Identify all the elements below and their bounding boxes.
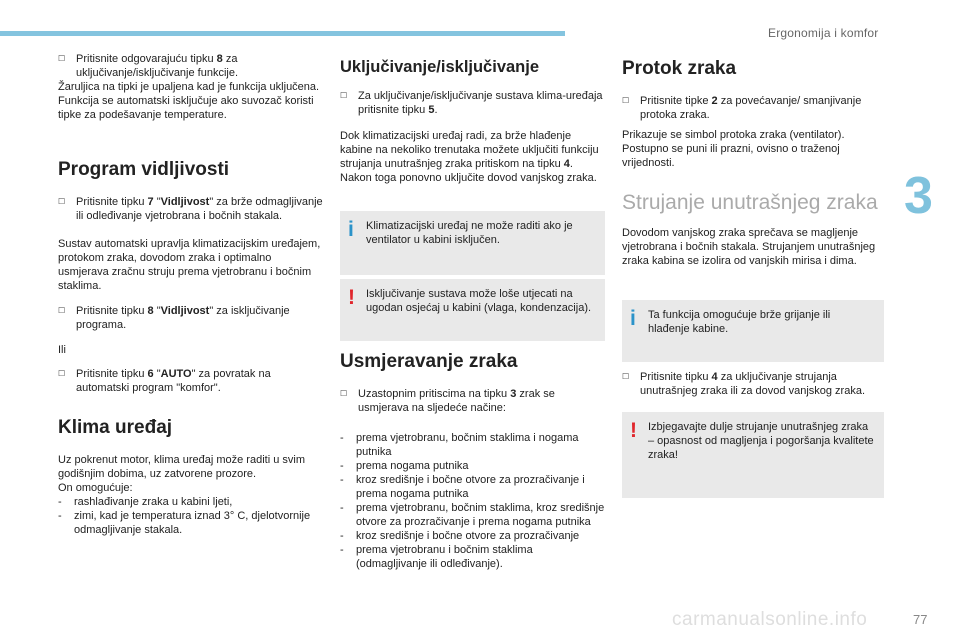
bullet-button-4: ☐ Pritisnite tipku 4 za uključivanje strujanja unutrašnjeg zraka ili za dovod vanjskog zraka. bbox=[622, 371, 866, 397]
bullet-button-5: ☐ Za uključivanje/isključivanje sustava klima-uređaja pritisnite tipku 5. bbox=[340, 90, 603, 116]
bullet-button-2: ☐ Pritisnite tipke 2 za povećavanje/ smanjivanje protoka zraka. bbox=[622, 95, 862, 121]
pointer-icon: ☐ bbox=[622, 372, 630, 381]
intro-text-1: Žaruljica na tipki je upaljena kad je funkcija uključena. bbox=[58, 81, 320, 93]
list-item: - prema nogama putnika bbox=[340, 460, 469, 472]
list-item: - rashlađivanje zraka u kabini ljeti, bbox=[58, 496, 233, 508]
info-box: i Ta funkcija omogućuje brže grijanje ili hlađenje kabine. bbox=[622, 300, 884, 362]
or-text: Ili bbox=[58, 344, 66, 356]
list-item: - zimi, kad je temperatura iznad 3° C, djelotvornije odmagljivanje stakala. bbox=[58, 510, 311, 536]
usmjeravanje-title: Usmjeravanje zraka bbox=[340, 351, 518, 372]
top-accent-bar bbox=[0, 31, 565, 36]
pointer-icon: ☐ bbox=[340, 389, 348, 398]
list-item: - kroz središnje i bočne otvore za prozračivanje i prema nogama putnika bbox=[340, 474, 585, 500]
page-number: 77 bbox=[913, 612, 928, 627]
klima-title: Klima uređaj bbox=[58, 417, 173, 438]
pointer-icon: ☐ bbox=[58, 197, 66, 206]
warning-box: ! Izbjegavajte dulje strujanje unutrašnjeg zraka – opasnost od magljenja i pogoršanja kvalitete zraka! bbox=[622, 412, 884, 498]
list-item: - prema vjetrobranu, bočnim staklima, kroz središnje otvore za prozračivanje i prema nogama putnika bbox=[340, 502, 605, 528]
pointer-icon: ☐ bbox=[622, 96, 630, 105]
protok-text: Prikazuje se simbol protoka zraka (ventilator). Postupno se puni ili prazni, ovisno o traženoj vrijednosti. bbox=[622, 129, 845, 169]
info-icon: i bbox=[630, 307, 636, 330]
klima-text-1: Uz pokrenut motor, klima uređaj može raditi u svim godišnjim dobima, uz zatvorene prozore. bbox=[58, 454, 305, 480]
pointer-icon: ☐ bbox=[340, 91, 348, 100]
column-1 bbox=[58, 52, 323, 537]
list-item: - prema vjetrobranu i bočnim staklima (odmagljivanje ili odleđivanje). bbox=[340, 544, 533, 570]
warning-icon: ! bbox=[630, 419, 637, 442]
list-item: - prema vjetrobranu, bočnim staklima i nogama putnika bbox=[340, 432, 579, 458]
pointer-icon: ☐ bbox=[58, 54, 66, 63]
bullet-vidljivost-on: ☐ Pritisnite tipku 7 "Vidljivost" za brže odmagljivanje ili odleđivanje vjetrobrana i bočnih stakala. bbox=[58, 196, 323, 222]
bullet-auto: ☐ Pritisnite tipku 6 "AUTO" za povratak na automatski program "komfor". bbox=[58, 368, 271, 394]
intro-text-2: Funkcija se automatski isključuje ako suvozač koristi tipke za podešavanje temperature. bbox=[58, 95, 314, 121]
warning-box: ! Isključivanje sustava može loše utjecati na ugodan osjećaj u kabini (vlaga, kondenzacija). bbox=[340, 279, 605, 341]
air-direction-list bbox=[340, 431, 605, 571]
pointer-icon: ☐ bbox=[58, 369, 66, 378]
bullet-vidljivost-off: ☐ Pritisnite tipku 8 "Vidljivost" za isključivanje programa. bbox=[58, 305, 290, 331]
list-item: - kroz središnje i bočne otvore za prozračivanje bbox=[340, 530, 580, 542]
column-3 bbox=[622, 52, 884, 498]
program-title: Program vidljivosti bbox=[58, 159, 230, 180]
onoff-text: Dok klimatizacijski uređaj radi, za brže hlađenje kabine na nekoliko trenutaka možete uključiti funkciju strujanja unutrašnjeg zraka pritiskom na tipku 4. Nakon toga ponovno uključite dovod vanjskog zraka. bbox=[340, 130, 599, 184]
pointer-icon: ☐ bbox=[58, 306, 66, 315]
onoff-title: Uključivanje/isključivanje bbox=[340, 58, 540, 76]
klima-text-2: On omogućuje: bbox=[58, 482, 133, 494]
column-2 bbox=[340, 52, 605, 571]
strujanje-text: Dovodom vanjskog zraka sprečava se magljenje vjetrobrana i bočnih stakala. Strujanjem unutrašnjeg zraka kabina se izolira od vanjskih mirisa i dima. bbox=[622, 227, 876, 267]
warning-icon: ! bbox=[348, 286, 355, 309]
program-text: Sustav automatski upravlja klimatizacijskim uređajem, protokom zraka, dovodom zraka i optimalno usmjerava zračnu struju prema vjetrobranu i bočnim staklima. bbox=[58, 238, 321, 292]
bullet-button-8: ☐ Pritisnite odgovarajuću tipku 8 za uključivanje/isključivanje funkcije. bbox=[58, 53, 239, 79]
protok-title: Protok zraka bbox=[622, 58, 737, 79]
chapter-number: 3 bbox=[904, 167, 933, 225]
watermark: carmanualsonline.info bbox=[672, 609, 868, 630]
bullet-button-3: ☐ Uzastopnim pritiscima na tipku 3 zrak se usmjerava na sljedeće načine: bbox=[340, 388, 555, 414]
info-box: i Klimatizacijski uređaj ne može raditi ako je ventilator u kabini isključen. bbox=[340, 211, 605, 275]
info-icon: i bbox=[348, 218, 354, 241]
strujanje-title: Strujanje unutrašnjeg zraka bbox=[622, 191, 878, 214]
section-title: Ergonomija i komfor bbox=[768, 26, 879, 40]
